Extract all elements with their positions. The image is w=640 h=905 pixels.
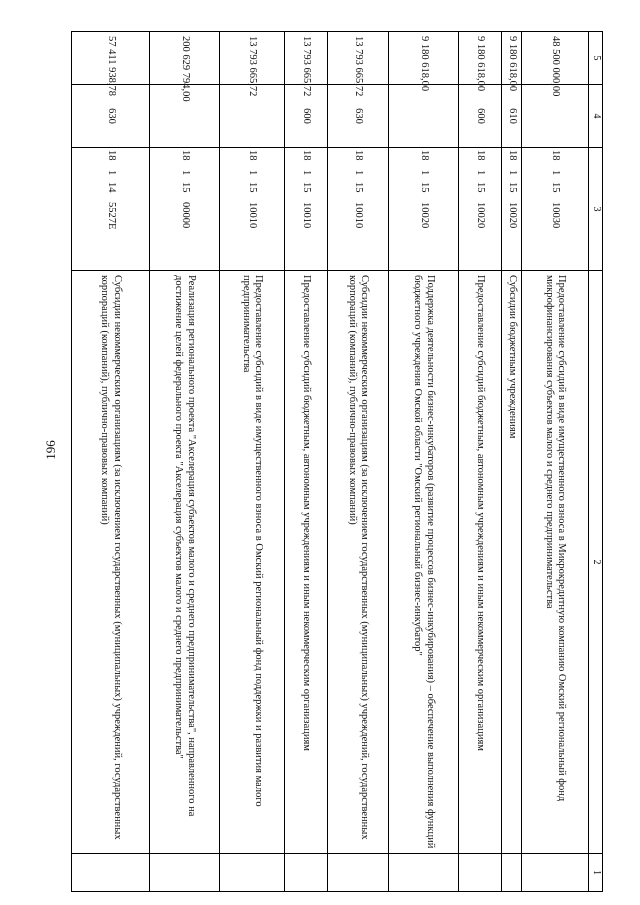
row-number-cell [220, 854, 285, 892]
table-row [72, 32, 150, 892]
item-name-cell: Предоставление субсидий в виде имущественного взноса в Омский региональный фонд поддержки и развития малого предпринимательства [220, 271, 285, 854]
amount-cell: 13 793 665,72 [285, 32, 328, 85]
item-name-cell: Поддержка деятельности бизнес-инкубаторов (развитие процессов бизнес-инкубирования) – обеспечение выполнения функций бюджетного учреждения Омской области "Омский региональный бизнес-инкубатор" [389, 271, 459, 854]
item-name-cell: Предоставление субсидий бюджетным, автономным учреждениям и иным некоммерческим организациям [459, 271, 502, 854]
classification-code-cell [502, 148, 522, 271]
code-part: 18 [353, 150, 365, 161]
header-row [589, 32, 603, 892]
classification-code-cell [285, 148, 328, 271]
table-row [150, 32, 220, 892]
expense-type-cell: 630 [72, 85, 150, 148]
amount-cell: 13 793 665,72 [220, 32, 285, 85]
header-col-2: 2 [589, 271, 603, 854]
budget-table [71, 31, 603, 892]
code-part: 1 [506, 170, 518, 176]
header-col-5: 5 [589, 32, 603, 85]
code-part: 10020 [475, 202, 487, 229]
row-number-cell [389, 854, 459, 892]
code-part: 18 [105, 150, 117, 161]
code-part: 1 [550, 170, 562, 176]
row-number-cell [502, 854, 522, 892]
amount-cell: 9 180 618,00 [389, 32, 459, 85]
classification-code-cell [72, 148, 150, 271]
code-part: 00000 [179, 202, 191, 229]
row-number-cell [72, 854, 150, 892]
row-number-cell [285, 854, 328, 892]
code-part: 15 [550, 182, 562, 193]
row-number-cell [459, 854, 502, 892]
expense-type-cell: 600 [459, 85, 502, 148]
code-part: 15 [353, 182, 365, 193]
classification-code-cell [389, 148, 459, 271]
item-name-cell: Предоставление субсидий бюджетным, автономным учреждениям и иным некоммерческим организациям [285, 271, 328, 854]
amount-cell: 9 180 618,00 [502, 32, 522, 85]
table-row [285, 32, 328, 892]
item-name-cell: Субсидии некоммерческим организациям (за исключением государственных (муниципальных) учреждений, государственных корпораций (компаний), публично-правовых компаний) [328, 271, 389, 854]
code-part: 10030 [550, 202, 562, 229]
table-row [328, 32, 389, 892]
code-part: 10020 [418, 202, 430, 229]
item-name-cell: Субсидии бюджетным учреждениям [502, 271, 522, 854]
page-number: 196 [43, 440, 58, 460]
expense-type-cell: 630 [328, 85, 389, 148]
classification-code-cell [459, 148, 502, 271]
code-part: 18 [506, 150, 518, 161]
code-part: 15 [301, 182, 313, 193]
row-number-cell [150, 854, 220, 892]
code-part: 15 [475, 182, 487, 193]
header-col-3: 3 [589, 148, 603, 271]
rotated-page [71, 31, 603, 886]
code-part: 1 [418, 170, 430, 176]
header-col-1: 1 [589, 854, 603, 892]
table-row [522, 32, 589, 892]
row-number-cell [522, 854, 589, 892]
code-part: 15 [247, 182, 259, 193]
table-row [459, 32, 502, 892]
item-name-cell: Предоставление субсидий в виде имущественного взноса в Микрокредитную компанию Омский региональный фонд микрофинансирования субъектов малого и среднего предпринимательства [522, 271, 589, 854]
code-part: 18 [550, 150, 562, 161]
code-part: 5527Е [105, 202, 117, 230]
amount-cell: 9 180 618,00 [459, 32, 502, 85]
classification-code-cell [522, 148, 589, 271]
amount-cell: 200 629 794,00 [150, 32, 220, 85]
code-part: 14 [105, 182, 117, 193]
code-part: 1 [475, 170, 487, 176]
code-part: 10010 [353, 202, 365, 229]
code-part: 18 [179, 150, 191, 161]
code-part: 18 [418, 150, 430, 161]
table-row [502, 32, 522, 892]
code-part: 10010 [301, 202, 313, 229]
table-row [389, 32, 459, 892]
classification-code-cell [220, 148, 285, 271]
item-name-cell: Субсидии некоммерческим организациям (за исключением государственных (муниципальных) учреждений, государственных корпораций (компаний), публично-правовых компаний) [72, 271, 150, 854]
expense-type-cell: 610 [502, 85, 522, 148]
code-part: 15 [179, 182, 191, 193]
expense-type-cell: 600 [285, 85, 328, 148]
code-part: 15 [418, 182, 430, 193]
row-number-cell [328, 854, 389, 892]
code-part: 1 [247, 170, 259, 176]
code-part: 10020 [506, 202, 518, 229]
code-part: 1 [105, 170, 117, 176]
code-part: 15 [506, 182, 518, 193]
header-col-4: 4 [589, 85, 603, 148]
code-part: 1 [179, 170, 191, 176]
code-part: 1 [353, 170, 365, 176]
classification-code-cell [328, 148, 389, 271]
amount-cell: 13 793 665,72 [328, 32, 389, 85]
item-name-cell: Реализация регионального проекта "Акселерация субъектов малого и среднего предпринимательства", направленного на достижение целей федерального проекта "Акселерация субъектов малого и среднего предпринимательства" [150, 271, 220, 854]
table-body [72, 32, 589, 892]
amount-cell: 57 411 938,78 [72, 32, 150, 85]
amount-cell: 48 500 000,00 [522, 32, 589, 85]
code-part: 18 [301, 150, 313, 161]
table-row [220, 32, 285, 892]
code-part: 18 [247, 150, 259, 161]
expense-type-cell [389, 85, 459, 148]
code-part: 10010 [247, 202, 259, 229]
code-part: 18 [475, 150, 487, 161]
classification-code-cell [150, 148, 220, 271]
code-part: 1 [301, 170, 313, 176]
